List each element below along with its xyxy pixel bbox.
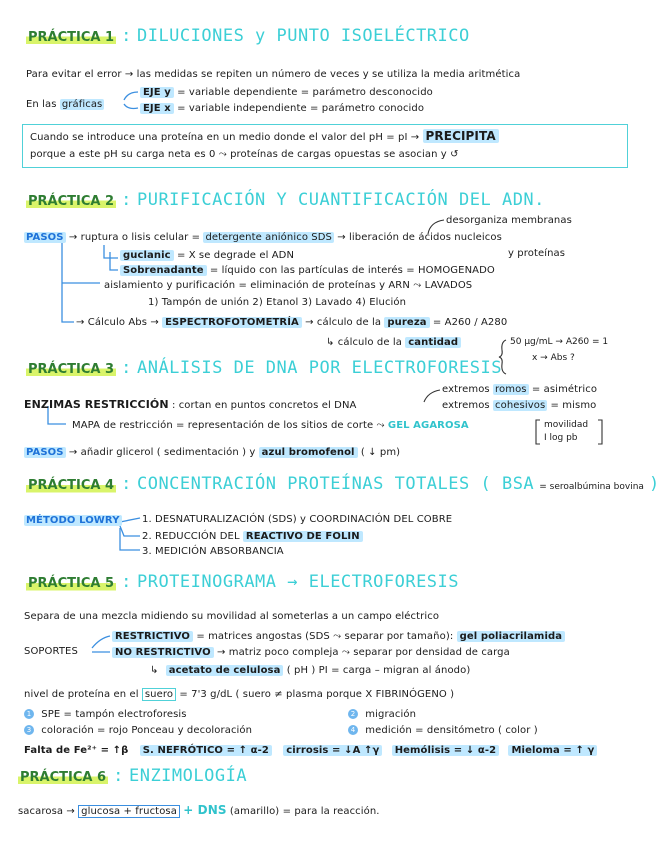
practica-6-header xyxy=(18,766,247,786)
practica-1-label: PRÁCTICA 1 xyxy=(28,30,115,45)
practica-5-label: PRÁCTICA 5 xyxy=(28,576,115,591)
p5-soportes: SOPORTES xyxy=(24,646,78,657)
p2-y-proteinas: y proteínas xyxy=(508,248,566,259)
p2-sobrenadante-line xyxy=(120,264,495,277)
p3-azul-post: ( ↓ pm) xyxy=(360,447,401,458)
p3-extremos2-pre: extremos xyxy=(442,400,490,411)
p5-n3-text: coloración = rojo Ponceau y decoloración xyxy=(41,725,253,736)
p6-dns-post: (amarillo) = para la reacción. xyxy=(229,806,380,817)
practica-4-colon: : xyxy=(121,474,132,494)
p3-cohesivos: cohesivos xyxy=(495,400,546,411)
p2-pasos: PASOS xyxy=(26,232,64,243)
p6-dns: + DNS xyxy=(183,803,227,817)
p5-restrictivo: RESTRICTIVO xyxy=(112,631,193,642)
p3-enzimas-line xyxy=(24,398,356,412)
p5-restrictivo-text: = matrices angostas (SDS ⤳ separar por tamaño): xyxy=(196,631,454,642)
p2-pureza-eq: = A260 / A280 xyxy=(432,317,508,328)
practica-2-title: PURIFICACIÓN Y CUANTIFICACIÓN DEL ADN. xyxy=(136,190,545,210)
p5-n4-text: medición = densitómetro ( color ) xyxy=(365,725,538,736)
p5-nivel-pre: nivel de proteína en el xyxy=(24,689,139,700)
p3-extremos-romos xyxy=(442,383,597,396)
p1-graficas: gráficas xyxy=(61,99,103,110)
p5-nivel-post: = 7'3 g/dL ( suero ≠ plasma porque X FIBRINÓGENO ) xyxy=(179,689,455,700)
p2-pasos-line xyxy=(24,231,502,244)
p3-extremos2-post: = mismo xyxy=(550,400,597,411)
p3-pasos-line xyxy=(24,446,400,459)
p5-intro: Separa de una mezcla midiendo su movilidad al someterlas a un campo eléctrico xyxy=(24,611,440,622)
p1-eje-x-text: = variable independiente = parámetro conocido xyxy=(177,103,425,114)
p2-aislamiento: aislamiento y purificación = eliminación de proteínas y ARN ⤳ LAVADOS xyxy=(104,280,473,291)
p2-espectro: ESPECTROFOTOMETRÍA xyxy=(162,317,302,328)
practica-6-colon: : xyxy=(113,766,124,786)
p4-metodo-lowry: MÉTODO LOWRY xyxy=(26,515,120,526)
p1-eje-x-line xyxy=(140,102,424,115)
p5-n2: 2 xyxy=(348,709,358,719)
p5-n1-line xyxy=(24,708,187,721)
p3-pasos-text: → añadir glicerol ( sedimentación ) y xyxy=(68,447,256,458)
p3-movilidad: movilidad xyxy=(544,420,589,430)
practica-3-title: ANÁLISIS DE DNA POR ELECTROFORESIS xyxy=(136,358,502,378)
p2-guclanic-text: = X se degrade el ADN xyxy=(176,250,295,261)
p4-metodo xyxy=(24,514,122,527)
p1-line1: Para evitar el error → las medidas se repiten un número de veces y se utiliza la media aritmética xyxy=(26,69,521,80)
p2-desorganiza: desorganiza membranas xyxy=(446,215,572,226)
p5-n1-text: SPE = tampón electroforesis xyxy=(41,709,187,720)
p1-box-line1-wrap xyxy=(30,130,499,144)
practica-5-colon: : xyxy=(121,572,132,592)
p5-n3-line xyxy=(24,724,252,737)
p1-eje-x: EJE x xyxy=(140,103,174,114)
p3-extremos1-pre: extremos xyxy=(442,384,490,395)
practica-5-title: PROTEINOGRAMA → ELECTROFORESIS xyxy=(136,572,460,592)
p3-enzimas-text: : cortan en puntos concretos el DNA xyxy=(171,400,357,411)
p2-sobrenadante: Sobrenadante xyxy=(120,265,207,276)
p5-n4: 4 xyxy=(348,725,358,735)
p5-acetato-line: ↳ acetato de celulosa ( pH ) PI = carga – migran al ánodo) xyxy=(150,665,471,676)
p5-n1: 1 xyxy=(24,709,34,719)
p2-detergente: detergente aniónico SDS xyxy=(205,232,333,243)
p6-glucosa: glucosa + fructosa xyxy=(78,805,180,818)
p2-calculo: → Cálculo Abs → xyxy=(76,317,159,328)
p3-pasos: PASOS xyxy=(26,447,64,458)
p1-eje-y-text: = variable dependiente = parámetro desconocido xyxy=(177,87,433,98)
p2-cantidad: cantidad xyxy=(405,337,461,348)
practica-4-title: CONCENTRACIÓN PROTEÍNAS TOTALES ( BSA xyxy=(136,474,535,494)
p3-mapa-line xyxy=(72,419,469,432)
p5-gel-poli: gel poliacrilamida xyxy=(457,631,566,642)
practica-6-label: PRÁCTICA 6 xyxy=(20,770,107,785)
p5-n2-text: migración xyxy=(365,709,417,720)
practica-1-colon: : xyxy=(121,26,132,46)
p5-cirrosis: cirrosis = ↓A ↑γ xyxy=(283,745,382,756)
p1-eje-y: EJE y xyxy=(140,87,174,98)
p4-step3: 3. MEDICIÓN ABSORBANCIA xyxy=(142,546,284,557)
p2-cantidad-eq1: 50 µg/mL → A260 = 1 xyxy=(510,337,609,347)
practica-2-colon: : xyxy=(121,190,132,210)
p5-mieloma: Mieloma = ↑ γ xyxy=(508,745,597,756)
p3-mapa: MAPA de restricción = representación de los sitios de corte ⤳ xyxy=(72,420,385,431)
p5-nivel-line xyxy=(24,688,454,701)
p3-logpb: I log pb xyxy=(544,433,578,443)
p1-eje-y-line xyxy=(140,86,433,99)
p2-pureza: pureza xyxy=(384,317,429,328)
p2-sobrenadante-text: = líquido con las partículas de interés = HOMOGENADO xyxy=(209,265,495,276)
p3-azul: azul bromofenol xyxy=(259,447,358,458)
p2-guclanic: guclanic xyxy=(120,250,174,261)
practica-4-title-close: ) xyxy=(649,474,660,494)
p2-ruptura: → ruptura o lisis celular = xyxy=(68,232,201,243)
p4-step2 xyxy=(142,530,363,543)
practica-3-header xyxy=(26,358,502,378)
p5-restrictivo-line xyxy=(112,630,565,643)
p6-line xyxy=(18,804,380,818)
p5-n4-line xyxy=(348,724,538,737)
p3-extremos-cohesivos xyxy=(442,399,596,412)
practica-3-colon: : xyxy=(121,358,132,378)
p2-guclanic-line xyxy=(120,249,294,262)
p2-aislamiento-steps: 1) Tampón de unión 2) Etanol 3) Lavado 4) Elución xyxy=(148,297,407,308)
p2-calculo-pureza: → cálculo de la xyxy=(305,317,382,328)
p5-n2-line xyxy=(348,708,416,721)
p6-sacarosa: sacarosa → xyxy=(18,806,75,817)
p5-nefrotico: S. NEFRÓTICO = ↑ α-2 xyxy=(140,745,272,756)
p5-disorders-line xyxy=(24,744,597,757)
practica-3-label: PRÁCTICA 3 xyxy=(28,362,115,377)
p2-calculo-line xyxy=(76,316,507,329)
p3-gel: GEL AGAROSA xyxy=(387,420,469,431)
p1-box-line2: porque a este pH su carga neta es 0 ⤳ proteínas de cargas opuestas se asocian y ↺ xyxy=(30,149,459,160)
practica-2-header xyxy=(26,190,545,210)
practica-2-label: PRÁCTICA 2 xyxy=(28,194,115,209)
p2-cantidad-line xyxy=(326,336,461,349)
p2-liberacion: → liberación de ácidos nucleicos xyxy=(337,232,502,243)
p3-romos: romos xyxy=(495,384,527,395)
practica-5-header xyxy=(26,572,459,592)
practica-4-bsa-note: = seroalbúmina bovina xyxy=(539,482,644,492)
p3-extremos1-post: = asimétrico xyxy=(531,384,598,395)
p5-no-restrictivo-text: → matriz poco compleja ⤳ separar por densidad de carga xyxy=(216,647,510,658)
p5-acetato: acetato de celulosa xyxy=(166,665,284,676)
p1-precipita: PRECIPITA xyxy=(423,129,499,143)
p5-no-restrictivo-line xyxy=(112,646,510,659)
p5-suero: suero xyxy=(142,688,176,701)
practica-4-header xyxy=(26,474,660,494)
p1-box-line1: Cuando se introduce una proteína en un medio donde el valor del pH = pI → xyxy=(30,132,420,143)
p2-cantidad-eq2: x → Abs ? xyxy=(532,353,575,363)
practica-6-title: ENZIMOLOGÍA xyxy=(128,766,248,786)
p4-step1: 1. DESNATURALIZACIÓN (SDS) y COORDINACIÓN DEL COBRE xyxy=(142,514,453,525)
practica-1-title: DILUCIONES y PUNTO ISOELÉCTRICO xyxy=(136,26,470,46)
p2-calculo-cantidad: ↳ cálculo de la xyxy=(326,337,402,348)
p5-n3: 3 xyxy=(24,725,34,735)
practica-1-header xyxy=(26,26,470,46)
p5-falta: Falta de Fe²⁺ = ↑β xyxy=(24,745,129,756)
p3-enzimas: ENZIMAS RESTRICCIÓN xyxy=(24,398,169,411)
p5-acetato-text: ( pH ) PI = carga – migran al ánodo) xyxy=(286,665,471,676)
p1-graficas-line xyxy=(26,98,104,111)
p1-graficas-prefix: En las xyxy=(26,99,57,110)
p5-hemolisis: Hemólisis = ↓ α-2 xyxy=(392,745,500,756)
practica-4-label: PRÁCTICA 4 xyxy=(28,478,115,493)
p4-step2-hl: REACTIVO DE FOLIN xyxy=(243,531,363,542)
p5-no-restrictivo: NO RESTRICTIVO xyxy=(112,647,214,658)
p4-step2-pre: 2. REDUCCIÓN DEL xyxy=(142,531,240,542)
